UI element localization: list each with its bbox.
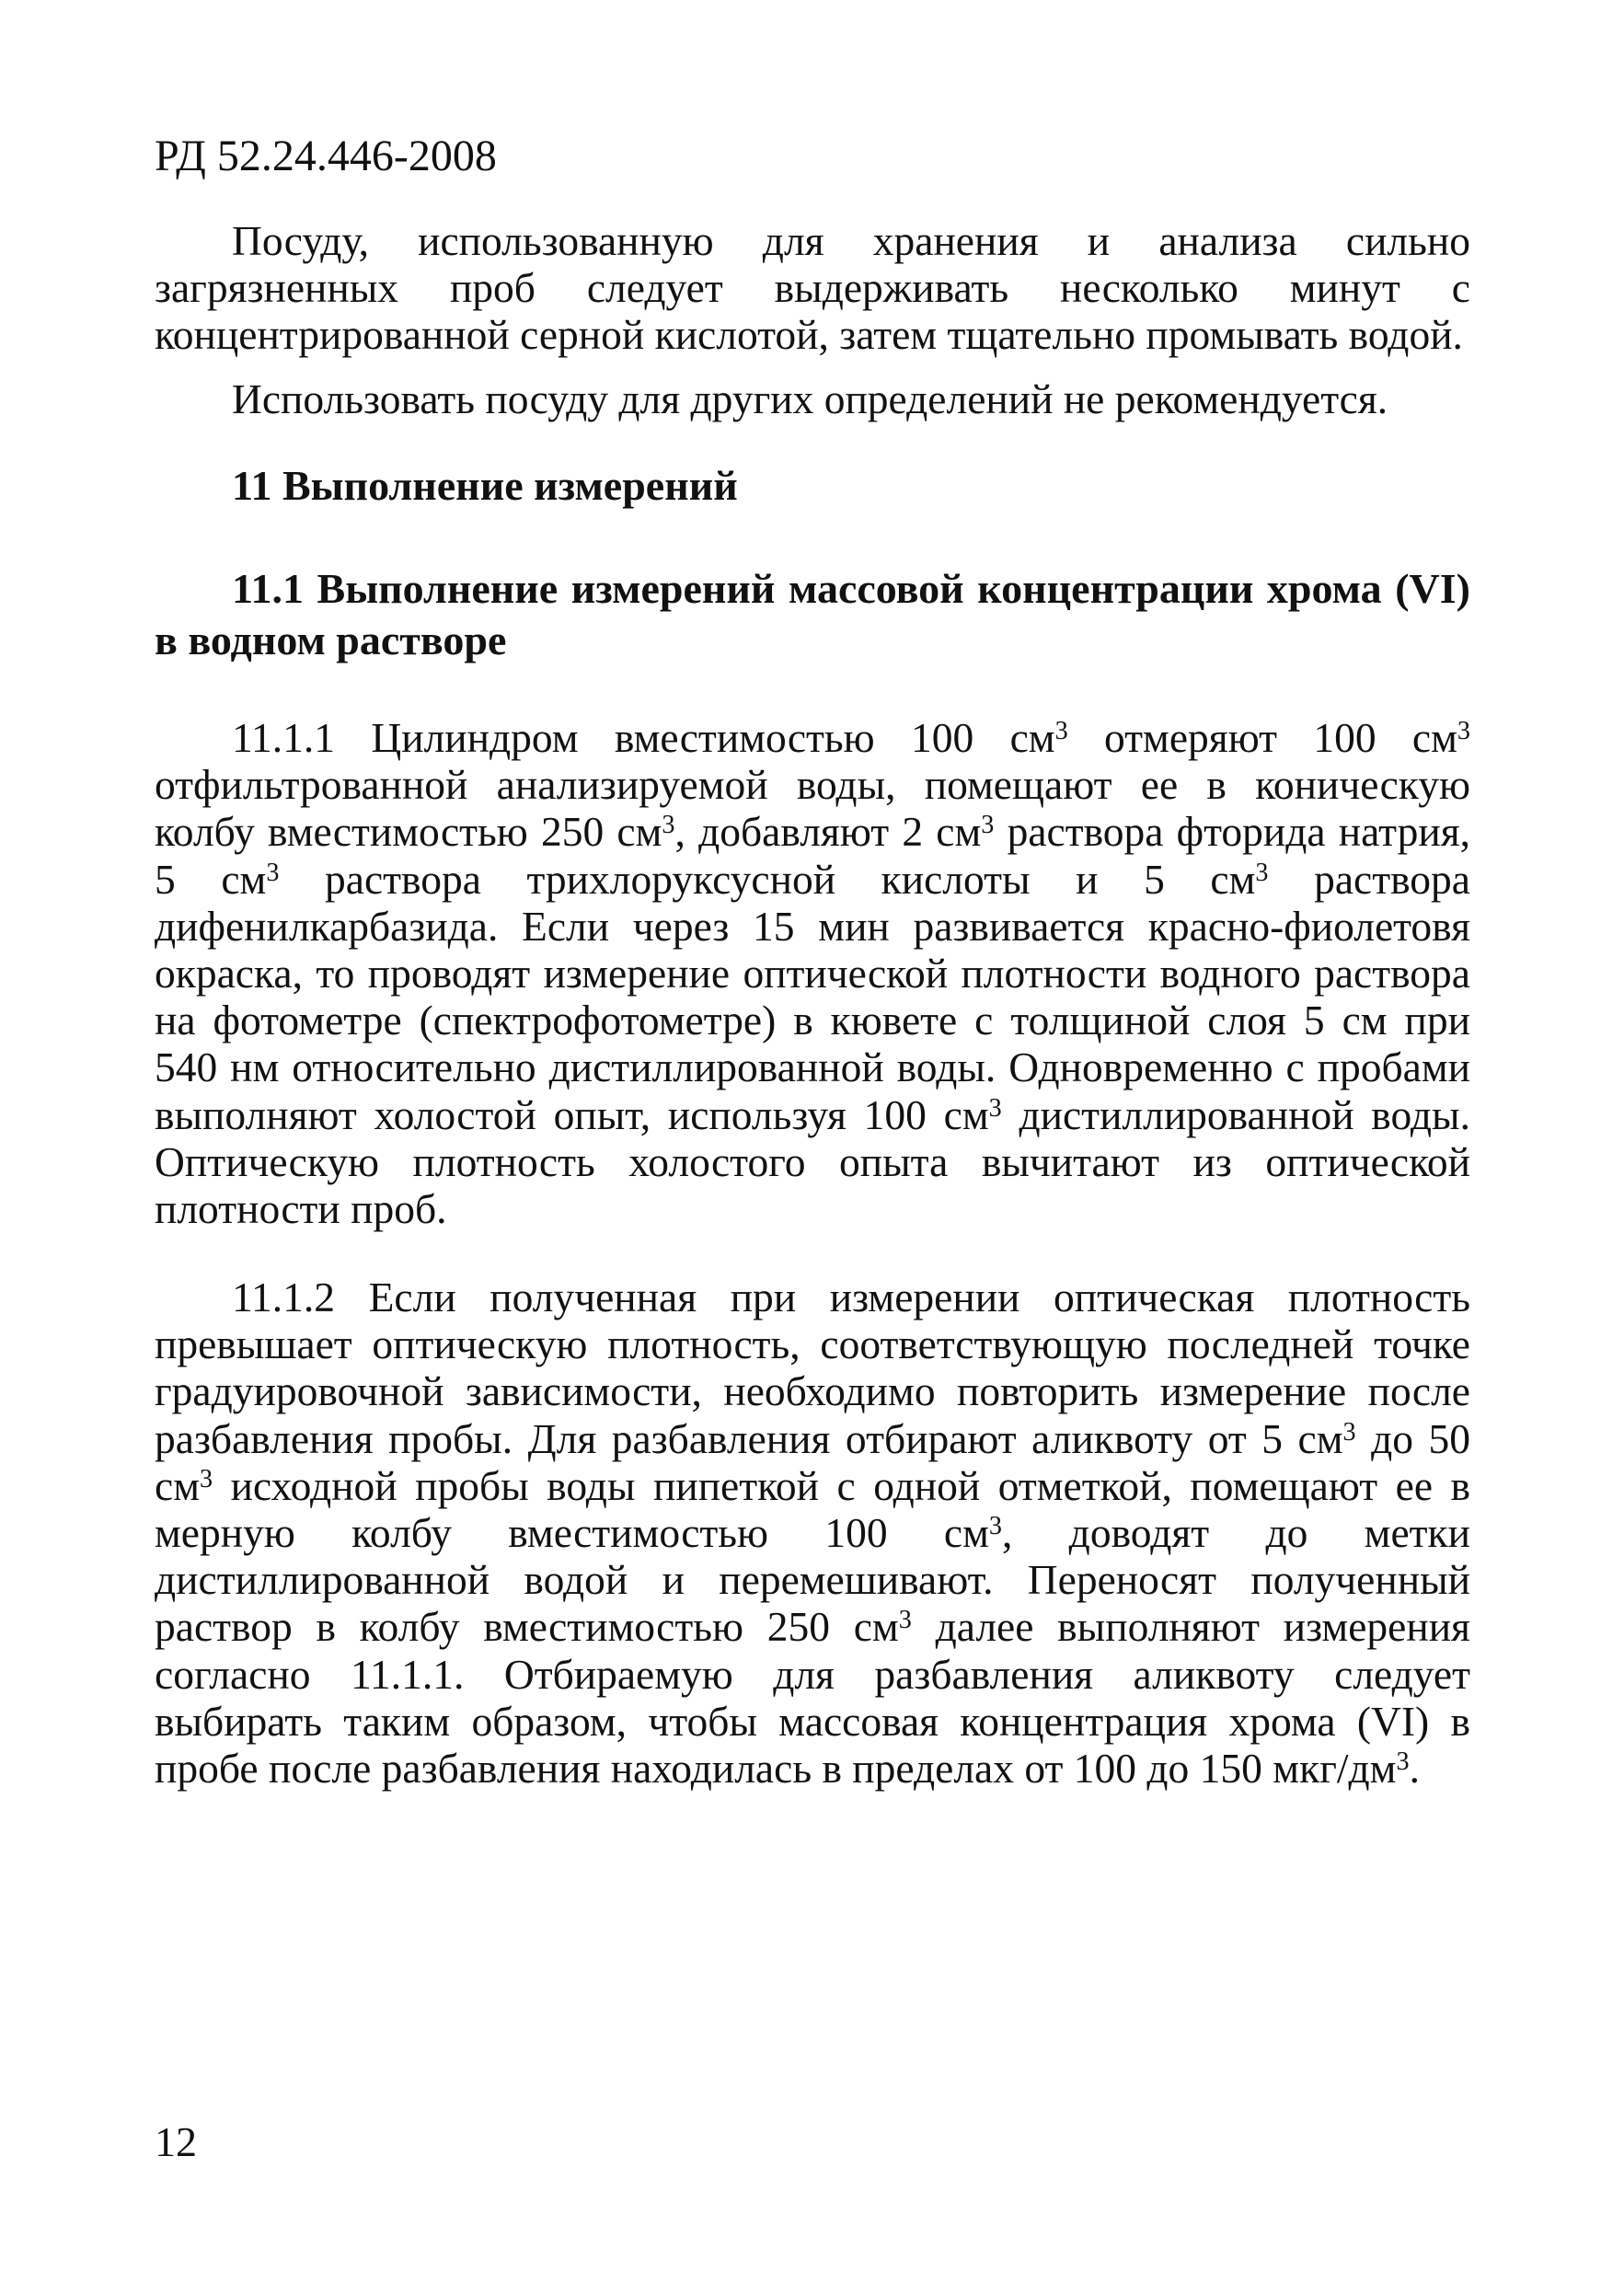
subsection-heading: 11.1 Выполнение измерений массовой концентрации хрома (VI) в водном растворе [155, 565, 1470, 663]
paragraph-11-1-1-text: раствора трихлоруксусной кислоты и 5 см [279, 855, 1256, 903]
paragraph-11-1-2-text: 11.1.2 Если полученная при измерении оптическая плотность превышает оптическую плотность, соответствующую последней точке градуировочной зависимости, необходимо повторить измерение после разбавления пробы. Для разбавления отбирают аликвоту от 5 см [155, 1274, 1470, 1462]
superscript-3: 3 [1255, 858, 1269, 887]
superscript-3: 3 [1396, 1747, 1410, 1776]
superscript-3: 3 [266, 858, 280, 887]
paragraph-11-1-1 [155, 714, 1470, 1232]
paragraph-11-1-2-text: до 50 см [155, 1414, 1470, 1509]
paragraph-11-1-2-text: . [1409, 1745, 1420, 1793]
paragraph-11-1-1-text: , добавляют 2 см [674, 808, 982, 856]
superscript-3: 3 [988, 1511, 1002, 1540]
section-heading: 11 Выполнение измерений [232, 462, 738, 509]
paragraph-11-1-2 [155, 1274, 1470, 1792]
superscript-3: 3 [1457, 716, 1471, 745]
paragraph-11-1-1-text: отфильтрованной анализируемой воды, помещают ее в коническую колбу вместимостью 250 см [155, 761, 1470, 856]
superscript-3: 3 [1054, 716, 1068, 745]
superscript-3: 3 [200, 1464, 213, 1493]
paragraph-11-1-1-text: раствора фторида натрия, 5 см [155, 808, 1471, 903]
superscript-3: 3 [1342, 1417, 1356, 1447]
paragraph-11-1-1-text: отмеряют 100 см [1067, 714, 1457, 761]
superscript-3: 3 [898, 1606, 912, 1635]
paragraph-11-1-1-text: 11.1.1 Цилиндром вместимостью 100 см [232, 714, 1055, 761]
paragraph-11-1-1-text: раствора дифенилкарбазида. Если через 15 мин развивается красно-фиолетовя окраска, то проводят измерение оптической плотности водного раствора на фотометре (спектрофотометре) в кювете с толщиной слоя 5 см при 540 нм относительно дистиллированной воды. Одновременно с пробами выполняют холостой опыт, используя 100 см [155, 855, 1470, 1138]
page-number: 12 [155, 2118, 197, 2165]
paragraph-11-1-2-text: , доводят до метки дистиллированной водой и перемешивают. Переносят полученный раствор в колбу вместимостью 250 см [155, 1509, 1471, 1651]
superscript-3: 3 [988, 1093, 1002, 1123]
superscript-3: 3 [981, 811, 995, 840]
superscript-3: 3 [662, 811, 675, 840]
paragraph-11-1-1-text: дистиллированной воды. Оптическую плотность холостого опыта вычитают из оптической плотности проб. [155, 1090, 1470, 1233]
paragraph-11-1-2-text: далее выполняют измерения согласно 11.1.1. Отбираемую для разбавления аликвоту следует выбирать таким образом, чтобы массовая концентрация хрома (VI) в пробе после разбавления находилась в пределах от 100 до 150 мкг/дм [155, 1603, 1470, 1793]
intro-paragraph-2: Использовать посуду для других определений не рекомендуется. [232, 375, 1388, 422]
intro-paragraph-1: Посуду, использованную для хранения и анализа сильно загрязненных проб следует выдерживать несколько минут с концентрированной серной кислотой, затем тщательно промывать водой. [155, 217, 1470, 359]
paragraph-11-1-2-text: исходной пробы воды пипеткой с одной отметкой, помещают ее в мерную колбу вместимостью 100 см [155, 1461, 1470, 1557]
document-code: РД 52.24.446-2008 [155, 132, 497, 180]
